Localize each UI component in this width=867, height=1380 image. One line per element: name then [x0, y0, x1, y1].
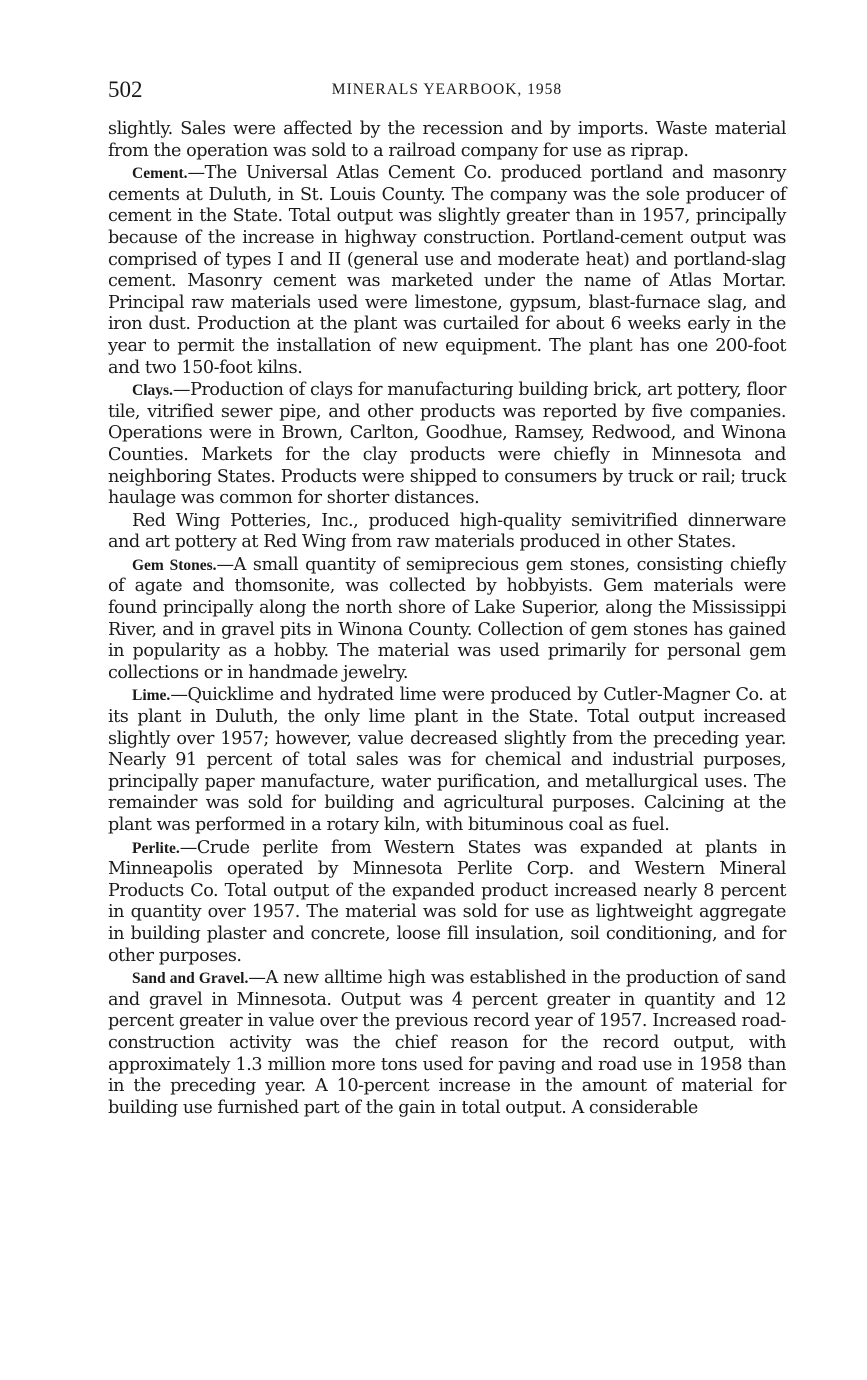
- paragraph-text: —Quicklime and hydrated lime were produced by Cutler-Magner Co. at its plant in Duluth, the only lime plant in the State. Total output increased slightly over 1957; however, value decreased slightly from the preceding year. Nearly 91 percent of total sales was for chemical and industrial purposes, principally paper manufacture, water purification, and metallurgical uses. The remainder was sold for building and agricultural purposes. Calcining at the plant was performed in a rotary kiln, with bituminous coal as fuel.: [108, 685, 786, 835]
- paragraph-text: Red Wing Potteries, Inc., produced high-quality semivitrified dinnerware and art pottery at Red Wing from raw materials produced in other States.: [108, 510, 786, 553]
- paragraph-gem-stones: [108, 555, 786, 685]
- paragraph-text: —Production of clays for manufacturing building brick, art pottery, floor tile, vitrified sewer pipe, and other products was reported by five companies. Operations were in Brown, Carlton, Goodhue, Ramsey, Redwood, and Winona Counties. Markets for the clay products were chiefly in Minnesota and neighboring States. Products were shipped to consumers by truck or rail; truck haulage was common for shorter distances.: [108, 380, 786, 509]
- paragraph-continuation: [108, 119, 786, 162]
- section-heading-perlite: Perlite.: [132, 839, 180, 857]
- paragraph-text: —A new alltime high was established in the production of sand and gravel in Minnesota. Output was 4 percent greater in quantity and 12 percent greater in value over the previous record year of 1957. Increased road-construction activity was the chief reason for the record output, with approximately 1.3 million more tons used for paving and road use in 1958 than in the preceding year. A 10-percent increase in the amount of material for building use furnished part of the gain in total output. A considerable: [108, 968, 786, 1118]
- paragraph-text: slightly. Sales were affected by the recession and by imports. Waste material from the operation was sold to a railroad company for use as riprap.: [108, 119, 786, 161]
- paragraph-clays: [108, 380, 786, 510]
- running-head: [108, 76, 786, 104]
- body-text: [108, 119, 786, 1119]
- paragraph-lime: [108, 685, 786, 836]
- section-heading-sand-and-gravel: Sand and Gravel.: [132, 970, 249, 988]
- paragraph-text: —A small quantity of semiprecious gem stones, consisting chiefly of agate and thomsonite, was collected by hobbyists. Gem materials were found principally along the north shore of Lake Superior, along the Mississippi River, and in gravel pits in Winona County. Collection of gem stones has gained in popularity as a hobby. The material was used primarily for personal gem collections or in handmade jewelry.: [108, 554, 786, 683]
- section-heading-cement: Cement.: [132, 165, 188, 183]
- paragraph-sand-and-gravel: [108, 968, 786, 1119]
- paragraph-cement: [108, 163, 786, 379]
- running-title: MINERALS YEARBOOK, 1958: [331, 81, 563, 98]
- paragraph-text: —The Universal Atlas Cement Co. produced portland and masonry cements at Duluth, in St. Louis County. The company was the sole producer of cement in the State. Total output was slightly greater than in 1957, principally because of the increase in highway construction. Portland-cement output was comprised of types I and II (general use and moderate heat) and portland-slag cement. Masonry cement was marketed under the name of Atlas Mortar. Principal raw materials used were limestone, gypsum, blast-furnace slag, and iron dust. Production at the plant was curtailed for about 6 weeks early in the year to permit the installation of new equipment. The plant has one 200-foot and two 150-foot kilns.: [108, 163, 786, 378]
- paragraph-red-wing: [108, 511, 786, 554]
- section-heading-clays: Clays.: [132, 382, 173, 400]
- paragraph-perlite: [108, 838, 786, 968]
- section-heading-gem-stones: Gem Stones.: [132, 556, 217, 574]
- paragraph-text: —Crude perlite from Western States was expanded at plants in Minneapolis operated by Minnesota Perlite Corp. and Western Mineral Products Co. Total output of the expanded product increased nearly 8 percent in quantity over 1957. The material was sold for use as lightweight aggregate in building plaster and concrete, loose fill insulation, soil conditioning, and for other purposes.: [108, 837, 786, 966]
- section-heading-lime: Lime.: [132, 687, 171, 705]
- page-number: 502: [108, 77, 143, 102]
